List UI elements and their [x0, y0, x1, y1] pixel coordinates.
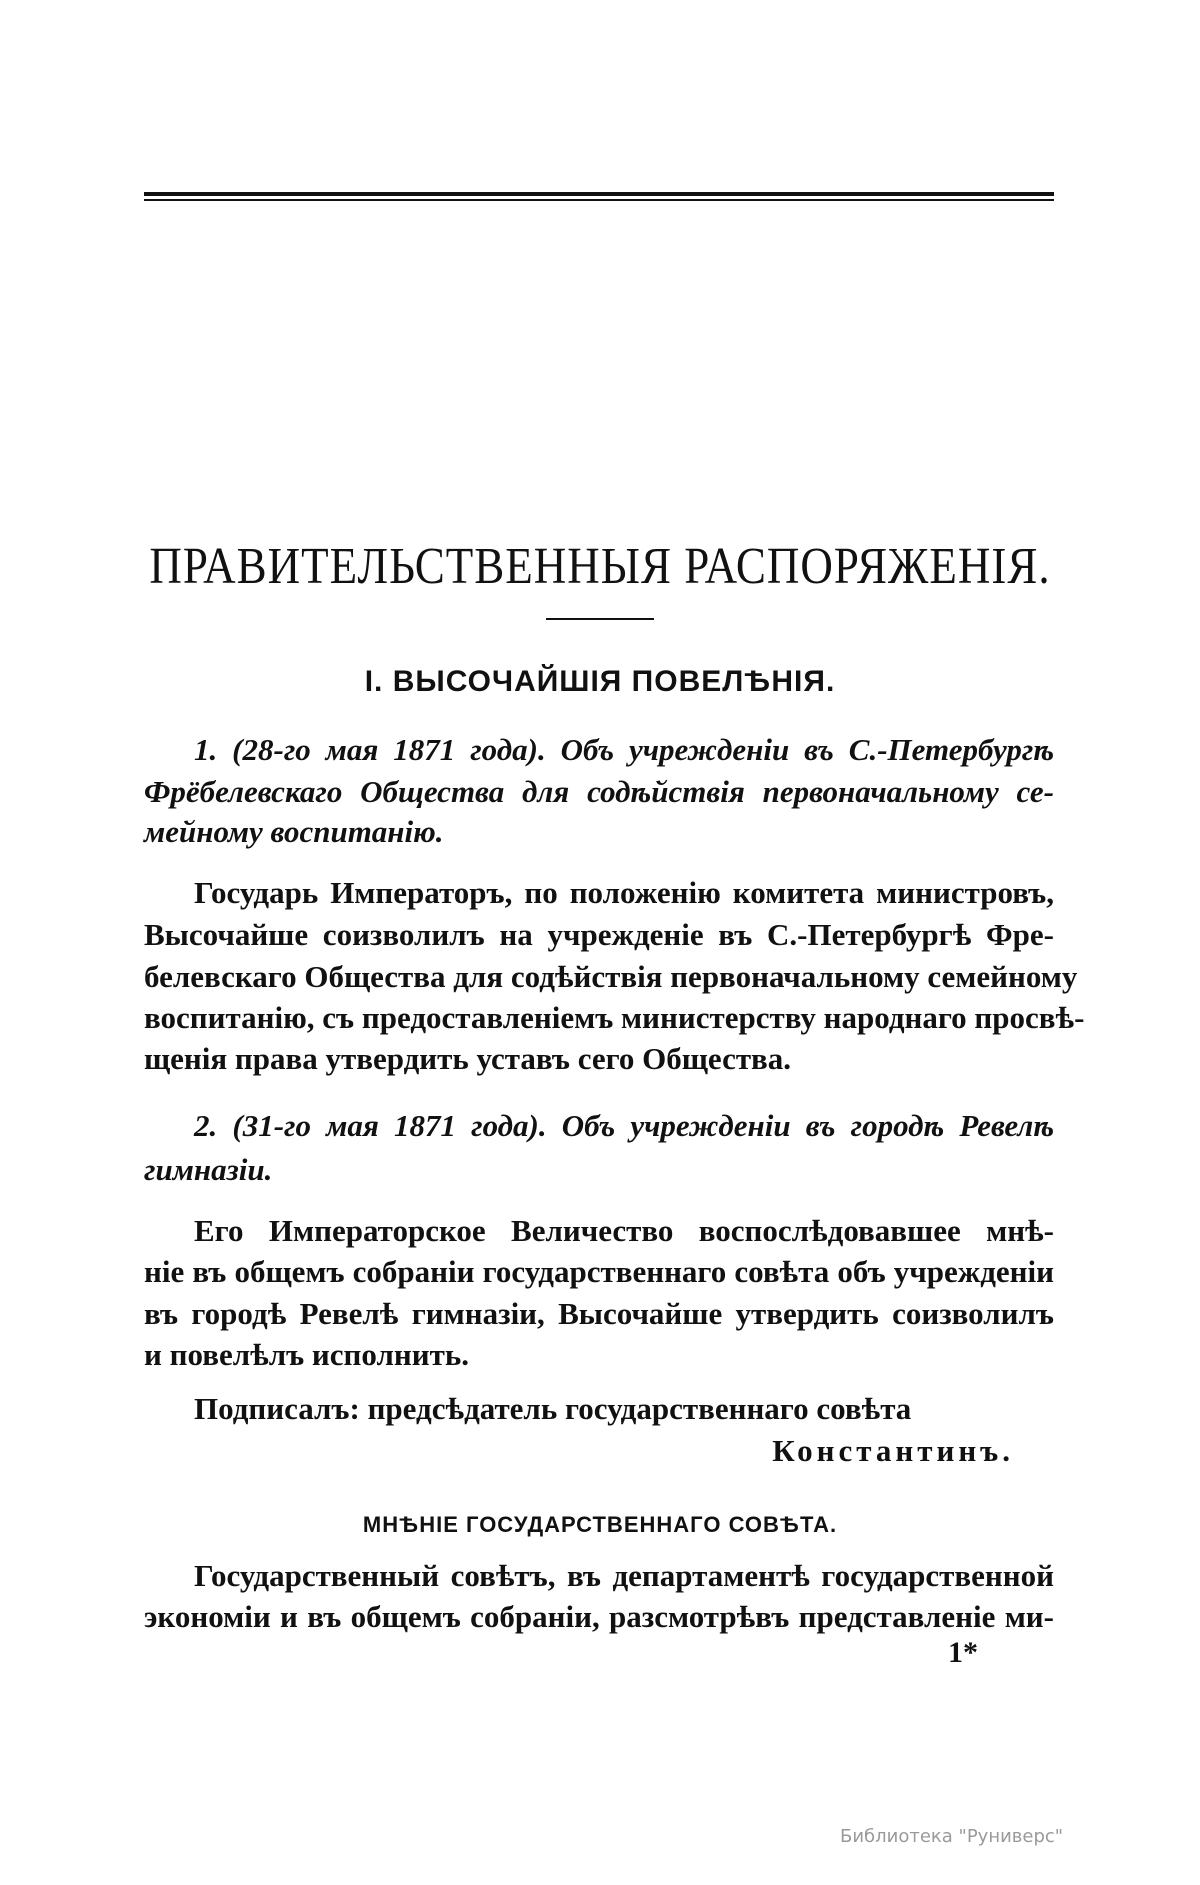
- item-2-body-line: и повелѣлъ исполнить.: [144, 1337, 469, 1372]
- item-1-heading-line: Фрёбелевскаго Общества для содѣйствія первоначальному се-: [144, 774, 1054, 809]
- item-1-heading-line: мейному воспитанію.: [144, 814, 444, 849]
- opinion-line: Государственный совѣтъ, въ департаментѣ государственной: [194, 1558, 1054, 1593]
- item-1-body-line: Высочайше соизволилъ на учрежденіе въ С.-Петербургѣ Фре-: [144, 917, 1054, 952]
- opinion-heading: МНѢНІЕ ГОСУДАРСТВЕННАГО СОВѢТА.: [362, 1512, 838, 1537]
- top-rule-thick: [144, 192, 1054, 196]
- item-1-body-line: воспитанію, съ предоставленіемъ министерству народнаго просвѣ-: [144, 1000, 1085, 1035]
- title-divider: [546, 618, 654, 620]
- item-2-body-line: въ городѣ Ревелѣ гимназіи, Высочайше утвердить соизволилъ: [144, 1296, 1054, 1331]
- item-1-heading-line: 1. (28-го мая 1871 года). Объ учрежденіи въ С.-Петербургѣ: [194, 732, 1054, 767]
- opinion-line: экономіи и въ общемъ собраніи, разсмотрѣвъ представленіе ми-: [144, 1599, 1054, 1634]
- item-1-body-line: белевскаго Общества для содѣйствія первоначальному семейному: [144, 959, 1078, 994]
- top-rule-thin: [144, 199, 1054, 201]
- library-watermark: Библиотека "Руниверс": [840, 1826, 1064, 1847]
- item-1-body-line: щенія права утвердить уставъ сего Общества.: [144, 1041, 792, 1076]
- page-title: ПРАВИТЕЛЬСТВЕННЫЯ РАСПОРЯЖЕНІЯ.: [149, 537, 1051, 595]
- page-signature-mark: 1*: [948, 1636, 978, 1669]
- item-1-body-line: Государь Императоръ, по положенію комитета министровъ,: [194, 875, 1054, 910]
- section-heading: I. ВЫСОЧАЙШІЯ ПОВЕЛѢНІЯ.: [364, 665, 836, 698]
- item-2-heading-line: 2. (31-го мая 1871 года). Объ учрежденіи въ городѣ Ревелѣ: [194, 1108, 1054, 1143]
- signature: Константинъ.: [772, 1433, 1014, 1468]
- item-2-heading-line: гимназіи.: [144, 1152, 273, 1187]
- item-2-body-line: ніе въ общемъ собраніи государственнаго совѣта объ учрежденіи: [144, 1254, 1054, 1289]
- item-2-body-line: Его Императорское Величество воспослѣдовавшее мнѣ-: [194, 1213, 1054, 1248]
- signed-by-line: Подписалъ: предсѣдатель государственнаго совѣта: [194, 1391, 912, 1426]
